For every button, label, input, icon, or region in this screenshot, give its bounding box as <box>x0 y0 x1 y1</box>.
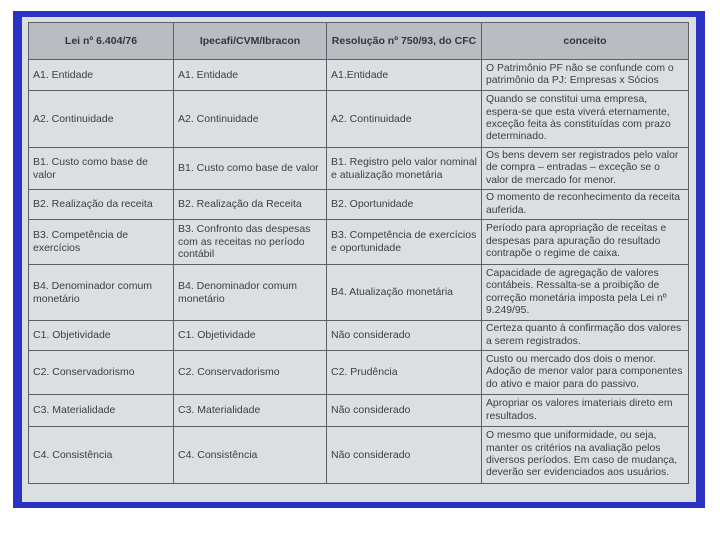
table-row <box>29 351 689 395</box>
concepts-table <box>28 22 689 484</box>
header-conceito: conceito <box>482 23 689 60</box>
cell-conceito: Apropriar os valores imateriais direto em resultados. <box>482 395 689 427</box>
cell-conceito: Capacidade de agregação de valores contábeis. Ressalta-se a proibição de correção monetária imposta pela Lei nº 9.249/95. <box>482 265 689 321</box>
cell-lei: C1. Objetividade <box>29 321 174 351</box>
table-row <box>29 190 689 220</box>
table-row <box>29 395 689 427</box>
cell-resolucao: A1.Entidade <box>327 60 482 91</box>
cell-ipecafi: C1. Objetividade <box>174 321 327 351</box>
cell-conceito: Certeza quanto à confirmação dos valores a serem registrados. <box>482 321 689 351</box>
cell-lei: B4. Denominador comum monetário <box>29 265 174 321</box>
table-header-row <box>29 23 689 60</box>
cell-ipecafi: A1. Entidade <box>174 60 327 91</box>
cell-ipecafi: C4. Consistência <box>174 427 327 484</box>
table-row <box>29 91 689 148</box>
cell-resolucao: B4. Atualização monetária <box>327 265 482 321</box>
cell-lei: C4. Consistência <box>29 427 174 484</box>
cell-conceito: O mesmo que uniformidade, ou seja, manter os critérios na avaliação pelos diversos períodos. Em caso de mudança, deverão ser evidenciados aos usuários. <box>482 427 689 484</box>
cell-resolucao: Não considerado <box>327 427 482 484</box>
cell-resolucao: B3. Competência de exercícios e oportunidade <box>327 220 482 265</box>
cell-resolucao: B1. Registro pelo valor nominal e atualização monetária <box>327 148 482 190</box>
cell-conceito: Quando se constitui uma empresa, espera-se que esta viverá eternamente, exceção feita às constituídas com prazo determinado. <box>482 91 689 148</box>
cell-lei: C2. Conservadorismo <box>29 351 174 395</box>
cell-ipecafi: B1. Custo como base de valor <box>174 148 327 190</box>
cell-ipecafi: B3. Confronto das despesas com as receitas no período contábil <box>174 220 327 265</box>
cell-ipecafi: C3. Materialidade <box>174 395 327 427</box>
table-row <box>29 427 689 484</box>
cell-resolucao: B2. Oportunidade <box>327 190 482 220</box>
scanned-table-image <box>22 17 696 502</box>
header-resolucao: Resolução nº 750/93, do CFC <box>327 23 482 60</box>
cell-lei: B1. Custo como base de valor <box>29 148 174 190</box>
cell-conceito: Os bens devem ser registrados pelo valor de compra – entradas – exceção se o valor de mercado for menor. <box>482 148 689 190</box>
cell-conceito: Período para apropriação de receitas e despesas para apuração do resultado contrapõe o regime de caixa. <box>482 220 689 265</box>
table-row <box>29 265 689 321</box>
cell-lei: B2. Realização da receita <box>29 190 174 220</box>
table-row <box>29 321 689 351</box>
cell-resolucao: Não considerado <box>327 321 482 351</box>
cell-resolucao: C2. Prudência <box>327 351 482 395</box>
cell-ipecafi: B2. Realização da Receita <box>174 190 327 220</box>
table-row <box>29 60 689 91</box>
cell-conceito: Custo ou mercado dos dois o menor. Adoção de menor valor para componentes do ativo e maior para do passivo. <box>482 351 689 395</box>
cell-resolucao: Não considerado <box>327 395 482 427</box>
cell-lei: A2. Continuidade <box>29 91 174 148</box>
table-row <box>29 220 689 265</box>
header-lei: Lei nº 6.404/76 <box>29 23 174 60</box>
cell-conceito: O Patrimônio PF não se confunde com o patrimônio da PJ: Empresas x Sócios <box>482 60 689 91</box>
cell-conceito: O momento de reconhecimento da receita auferida. <box>482 190 689 220</box>
cell-resolucao: A2. Continuidade <box>327 91 482 148</box>
header-ipecafi: Ipecafi/CVM/Ibracon <box>174 23 327 60</box>
cell-lei: A1. Entidade <box>29 60 174 91</box>
table-row <box>29 148 689 190</box>
cell-ipecafi: C2. Conservadorismo <box>174 351 327 395</box>
cell-lei: B3. Competência de exercícios <box>29 220 174 265</box>
cell-ipecafi: A2. Continuidade <box>174 91 327 148</box>
cell-ipecafi: B4. Denominador comum monetário <box>174 265 327 321</box>
cell-lei: C3. Materialidade <box>29 395 174 427</box>
